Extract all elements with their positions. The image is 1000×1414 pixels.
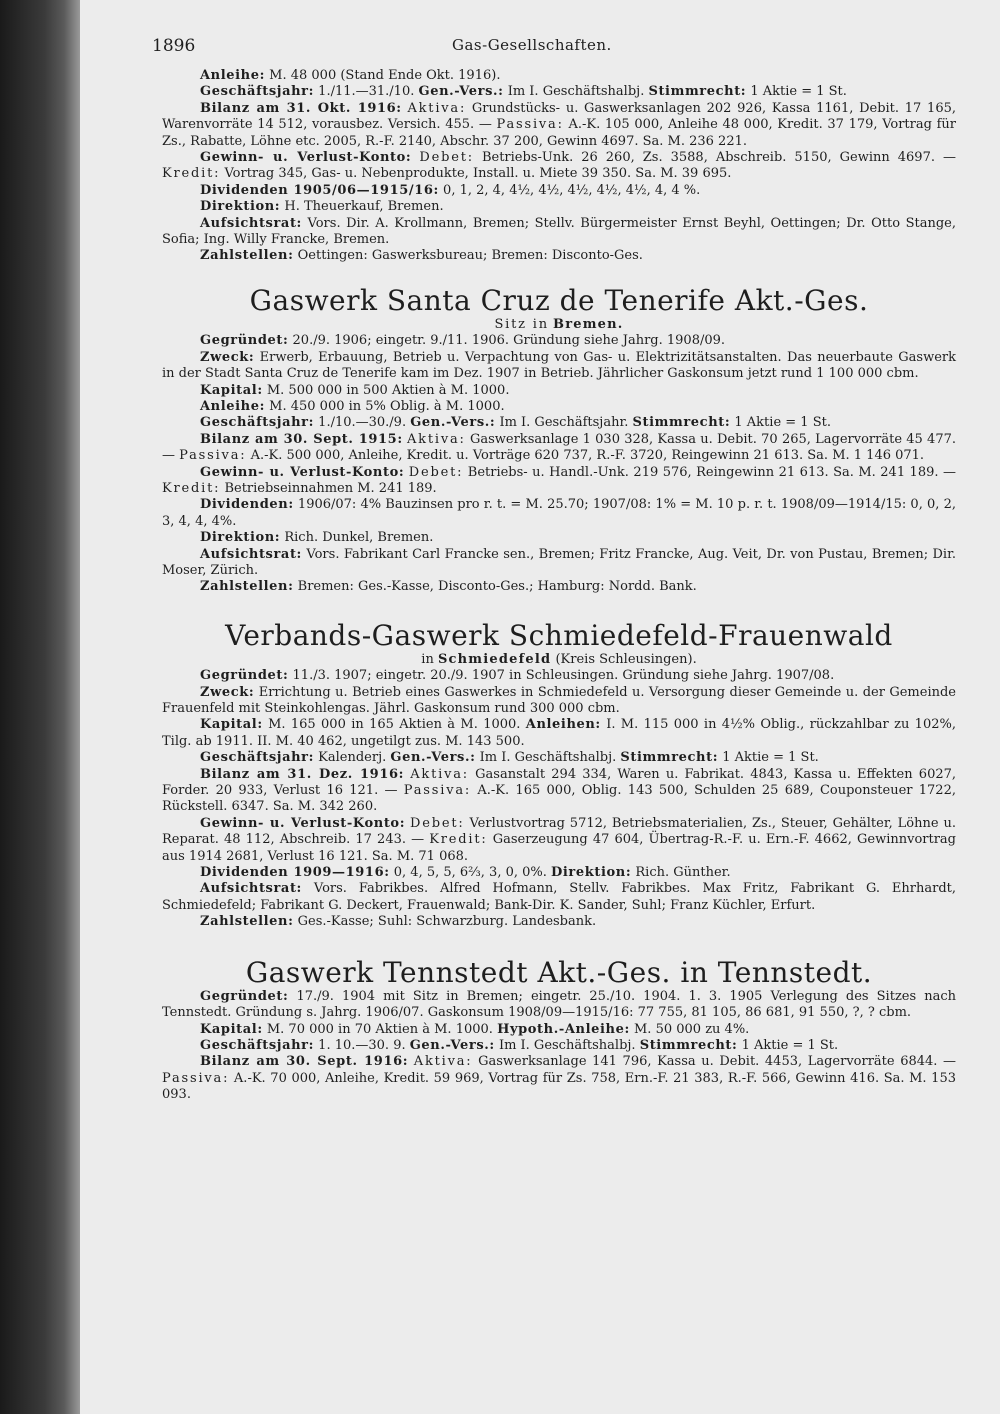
zahlstellen-line: Zahlstellen: Bremen: Ges.-Kasse, Disconto-Ges.; Hamburg: Nordd. Bank.: [200, 579, 697, 595]
gegruendet-paragraph: Gegründet: 17./9. 1904 mit Sitz in Bremen; eingetr. 25./10. 1904. 1. 3. 1905 Verlegung des Sitzes nach Tennstedt. Gründung s. Jahrg. 1906/07. Gaskonsum 1908/09—1915/16: 77 755, 81 105, 86 681, 91 550, ?, ? cbm.: [162, 988, 956, 1021]
page-number: 1896: [152, 36, 196, 56]
section-gap: [162, 596, 956, 620]
kapital-line: Kapital: M. 500 000 in 500 Aktien à M. 1000.: [200, 382, 510, 398]
aufsichtsrat-paragraph: Aufsichtsrat: Vors. Dir. A. Krollmann, Bremen; Stellv. Bürgermeister Ernst Beyhl, Oettingen; Dr. Otto Stange, Sofia; Ing. Willy Francke, Bremen.: [162, 215, 956, 248]
company-title: Verbands-Gaswerk Schmiedefeld-Frauenwald: [225, 618, 893, 652]
direktion-line: Direktion: H. Theuerkauf, Bremen.: [200, 199, 444, 215]
entry-oettingen-continued: [162, 68, 956, 265]
page-header: [152, 36, 952, 58]
zweck-paragraph: Zweck: Erwerb, Erbauung, Betrieb u. Verpachtung von Gas- u. Elektrizitätsanstalten. Das neuerbaute Gaswerk in der Stadt Santa Cruz de Tenerife kam im Dez. 1907 in Betrieb. Jährlicher Gaskonsum jetzt rund 1 100 000 cbm.: [162, 349, 956, 382]
geschaeftsjahr-line: Geschäftsjahr: Kalenderj. Gen.-Vers.: Im I. Geschäftshalbj. Stimmrecht: 1 Aktie = 1 St.: [200, 750, 819, 766]
bilanz-paragraph: Bilanz am 30. Sept. 1915: Aktiva: Gaswerksanlage 1 030 328, Kassa u. Debit. 70 265, Lagervorräte 45 477. — Passiva: A.-K. 500 000, Anleihe, Kredit. u. Vorträge 620 737, R.-F. 3720, Reingewinn 21 613. Sa. M. 1 146 071.: [162, 431, 956, 464]
dividenden-line: Dividenden 1909—1916: 0, 4, 5, 5, 6⅔, 3, 0, 0%. Direktion: Rich. Günther.: [200, 865, 731, 881]
running-head: Gas-Gesellschaften.: [452, 36, 612, 54]
entry-santa-cruz: [162, 285, 956, 596]
company-title: Gaswerk Santa Cruz de Tenerife Akt.-Ges.: [249, 283, 869, 317]
dividenden-paragraph: Dividenden: 1906/07: 4% Bauzinsen pro r. t. = M. 25.70; 1907/08: 1% = M. 10 p. r. t. 1908/09—1914/15: 0, 0, 2, 3, 4, 4, 4%.: [162, 497, 956, 529]
zweck-paragraph: Zweck: Errichtung u. Betrieb eines Gaswerkes in Schmiedefeld u. Versorgung dieser Gemeinde u. der Gemeinde Frauenfeld mit Steinkohlengas. Jährl. Gaskonsum rund 300 000 cbm.: [162, 684, 956, 716]
guv-paragraph: Gewinn- u. Verlust-Konto: Debet: Betriebs-Unk. 26 260, Zs. 3588, Abschreib. 5150, Gewinn 4697. — Kredit: Vortrag 345, Gas- u. Nebenprodukte, Install. u. Miete 39 350. Sa. M. 39 695.: [162, 150, 957, 182]
aufsichtsrat-paragraph: Aufsichtsrat: Vors. Fabrikant Carl Francke sen., Bremen; Fritz Francke, Aug. Veit, Dr. von Pustau, Bremen; Dir. Moser, Zürich.: [162, 546, 956, 578]
entry-tennstedt: [162, 957, 956, 1104]
company-title: Gaswerk Tennstedt Akt.-Ges. in Tennstedt.: [245, 955, 873, 989]
bilanz-paragraph: Bilanz am 31. Okt. 1916: Aktiva: Grundstücks- u. Gaswerksanlagen 202 926, Kassa 1161, Debit. 17 165, Warenvorräte 14 512, vorausbez. Versich. 455. — Passiva: A.-K. 105 000, Anleihe 48 000, Kredit. 37 179, Vortrag für Zs., Rabatte, Löhne etc. 2005, R.-F. 2140, Abschr. 37 200, Gewinn 4697. Sa. M. 236 221.: [162, 100, 957, 149]
guv-paragraph: Gewinn- u. Verlust-Konto: Debet: Betriebs- u. Handl.-Unk. 219 576, Reingewinn 21 613. Sa. M. 241 189. — Kredit: Betriebseinnahmen M. 241 189.: [162, 464, 956, 496]
zahlstellen-line: Zahlstellen: Ges.-Kasse; Suhl: Schwarzburg. Landesbank.: [200, 914, 597, 930]
gegruendet-line: Gegründet: 11./3. 1907; eingetr. 20./9. 1907 in Schleusingen. Gründung siehe Jahrg. 1907/08.: [200, 668, 835, 684]
direktion-line: Direktion: Rich. Dunkel, Bremen.: [200, 530, 434, 546]
guv-paragraph: Gewinn- u. Verlust-Konto: Debet: Verlustvortrag 5712, Betriebsmaterialien, Zs., Steuer, Gehälter, Löhne u. Reparat. 48 112, Abschreib. 17 243. — Kredit: Gaserzeugung 47 604, Übertrag-R.-F. u. Ern.-F. 4662, Gewinnvortrag aus 1914 2681, Verlust 16 121. Sa. M. 71 068.: [162, 815, 957, 864]
section-gap: [162, 265, 956, 285]
book-binding-shadow: [0, 0, 80, 1414]
kapital-line: Kapital: M. 70 000 in 70 Aktien à M. 1000. Hypoth.-Anleihe: M. 50 000 zu 4%.: [200, 1021, 750, 1037]
zahlstellen-line: Zahlstellen: Oettingen: Gaswerksbureau; Bremen: Disconto-Ges.: [200, 248, 643, 264]
aufsichtsrat-paragraph: Aufsichtsrat: Vors. Fabrikbes. Alfred Hofmann, Stellv. Fabrikbes. Max Fritz, Fabrikant G. Ehrhardt, Schmiedefeld; Fabrikant G. Deckert, Frauenwald; Bank-Dir. K. Sander, Suhl; Franz Küchler, Erfurt.: [162, 881, 956, 913]
kapital-paragraph: Kapital: M. 165 000 in 165 Aktien à M. 1000. Anleihen: I. M. 115 000 in 4½% Oblig., rückzahlbar zu 102%, Tilg. ab 1911. II. M. 40 462, ungetilgt zus. M. 143 500.: [162, 717, 956, 749]
company-seat: in Schmiedefeld (Kreis Schleusingen).: [421, 651, 697, 667]
anleihe-line: Anleihe: M. 48 000 (Stand Ende Okt. 1916).: [200, 68, 501, 83]
gegruendet-line: Gegründet: 20./9. 1906; eingetr. 9./11. 1906. Gründung siehe Jahrg. 1908/09.: [200, 333, 726, 349]
section-gap: [162, 931, 956, 957]
entry-schmiedefeld: [162, 620, 956, 931]
anleihe-line: Anleihe: M. 450 000 in 5% Oblig. à M. 1000.: [200, 398, 505, 414]
dividenden-line: Dividenden 1905/06—1915/16: 0, 1, 2, 4, 4½, 4½, 4½, 4½, 4½, 4, 4 %.: [200, 182, 701, 198]
company-seat: Sitz in Bremen.: [494, 316, 624, 332]
page-content: [162, 68, 956, 1104]
bilanz-paragraph: Bilanz am 31. Dez. 1916: Aktiva: Gasanstalt 294 334, Waren u. Fabrikat. 4843, Kassa u. Effekten 6027, Forder. 20 933, Verlust 16 121. — Passiva: A.-K. 165 000, Oblig. 143 500, Schulden 25 689, Couponsteuer 1722, Rückstell. 6347. Sa. M. 342 260.: [162, 766, 957, 815]
geschaeftsjahr-line: Geschäftsjahr: 1./11.—31./10. Gen.-Vers.: Im I. Geschäftshalbj. Stimmrecht: 1 Aktie = 1 St.: [200, 84, 847, 100]
geschaeftsjahr-line: Geschäftsjahr: 1. 10.—30. 9. Gen.-Vers.: Im I. Geschäftshalbj. Stimmrecht: 1 Aktie = 1 St.: [200, 1037, 839, 1053]
bilanz-paragraph: Bilanz am 30. Sept. 1916: Aktiva: Gaswerksanlage 141 796, Kassa u. Debit. 4453, Lagervorräte 6844. — Passiva: A.-K. 70 000, Anleihe, Kredit. 59 969, Vortrag für Zs. 758, Ern.-F. 21 383, R.-F. 566, Gewinn 416. Sa. M. 153 093.: [162, 1054, 957, 1103]
geschaeftsjahr-line: Geschäftsjahr: 1./10.—30./9. Gen.-Vers.: Im I. Geschäftsjahr. Stimmrecht: 1 Aktie = 1 St.: [200, 415, 831, 431]
